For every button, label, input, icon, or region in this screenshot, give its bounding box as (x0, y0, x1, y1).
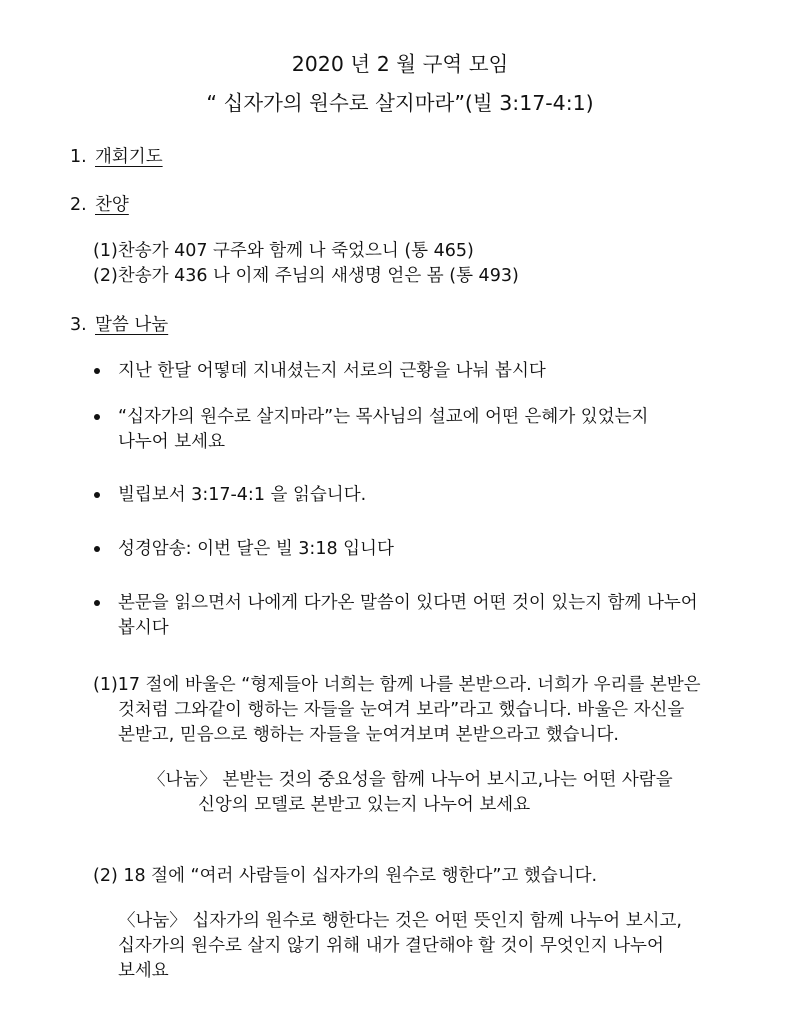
page-subtitle: “ 십자가의 원수로 살지마라”(빌 3:17-4:1) (206, 91, 594, 115)
bullet-icon (94, 414, 100, 420)
bullet-icon (94, 492, 100, 498)
section-number-1: 1. (70, 147, 87, 167)
bullet-item-4: 성경암송: 이번 달은 빌 3:18 입니다 (118, 539, 394, 559)
bullet-item-2-line-1: “십자가의 원수로 살지마라”는 목사님의 설교에 어떤 은혜가 있었는지 (118, 407, 649, 427)
section-heading-praise: 찬양 (95, 195, 129, 215)
section-heading-word-sharing: 말씀 나눔 (95, 315, 169, 335)
bullet-item-5-line-1: 본문을 읽으면서 나에게 다가온 말씀이 있다면 어떤 것이 있는지 함께 나누어 (118, 593, 698, 613)
question-1-line-3: 본받고, 믿음으로 행하는 자들을 눈여겨보며 본받으라고 했습니다. (118, 725, 619, 745)
sharing-2-line-1: 〈나눔〉 십자가의 원수로 행한다는 것은 어떤 뜻인지 함께 나누어 보시고, (118, 911, 682, 931)
bullet-item-5-line-2: 봅시다 (118, 618, 169, 638)
sharing-2-line-3: 보세요 (118, 961, 169, 981)
bullet-item-2-line-2: 나누어 보세요 (118, 432, 225, 452)
bullet-icon (94, 546, 100, 552)
bullet-item-3: 빌립보서 3:17-4:1 을 읽습니다. (118, 485, 367, 505)
bullet-item-1: 지난 한달 어떻데 지내셨는지 서로의 근황을 나눠 봅시다 (118, 361, 546, 381)
bullet-icon (94, 368, 100, 374)
question-1-line-2: 것처럼 그와같이 행하는 자들을 눈여겨 보라”라고 했습니다. 바울은 자신을 (118, 700, 685, 720)
page-title: 2020 년 2 월 구역 모임 (291, 52, 509, 76)
question-2: (2) 18 절에 “여러 사람들이 십자가의 원수로 행한다”고 했습니다. (93, 866, 598, 886)
hymn-line-1: (1)찬송가 407 구주와 함께 나 죽었으니 (통 465) (93, 241, 474, 261)
hymn-line-2: (2)찬송가 436 나 이제 주님의 새생명 얻은 몸 (통 493) (93, 266, 519, 286)
bullet-icon (94, 600, 100, 606)
sharing-1-line-1: 〈나눔〉 본받는 것의 중요성을 함께 나누어 보시고,나는 어떤 사람을 (148, 770, 673, 790)
question-1-line-1: (1)17 절에 바울은 “형제들아 너희는 함께 나를 본받으라. 너희가 우리를 본받은 (93, 675, 701, 695)
sharing-2-line-2: 십자가의 원수로 살지 않기 위해 내가 결단해야 할 것이 무엇인지 나누어 (118, 936, 664, 956)
section-heading-opening-prayer: 개회기도 (95, 147, 163, 167)
sharing-1-line-2: 신앙의 모델로 본받고 있는지 나누어 보세요 (198, 795, 531, 815)
section-number-3: 3. (70, 315, 87, 335)
section-number-2: 2. (70, 195, 87, 215)
